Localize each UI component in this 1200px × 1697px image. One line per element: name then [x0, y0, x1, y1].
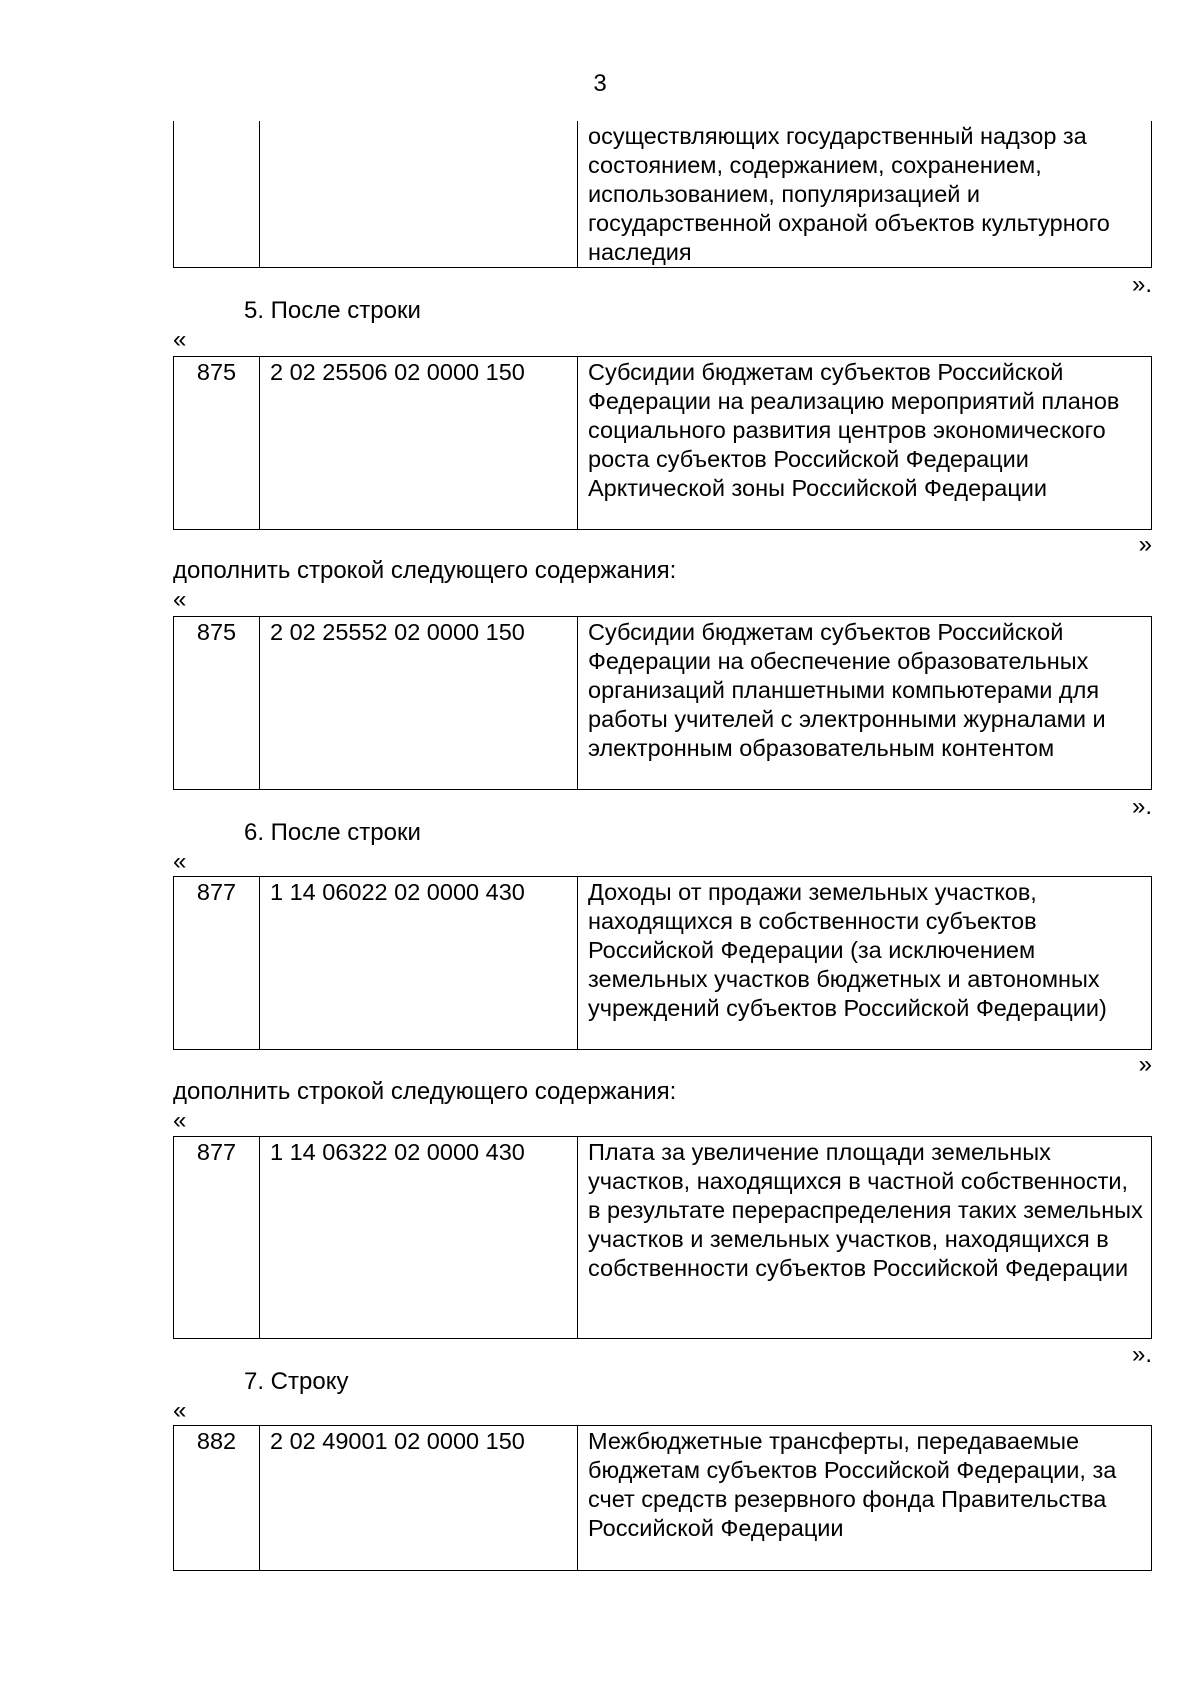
existing-row-table [173, 356, 1152, 530]
opening-quote: « [173, 586, 187, 613]
row-description: Субсидии бюджетам субъектов Российской Федерации на реализацию мероприятий планов социального развития центров экономического роста субъектов Российской Федерации Арктической зоны Российской Федерации [578, 357, 1152, 530]
add-row-instruction: дополнить строкой следующего содержания: [173, 557, 677, 584]
table-row [174, 877, 1152, 1050]
item-heading: 6. После строки [244, 819, 421, 846]
row-number: 875 [174, 357, 260, 530]
opening-quote: « [173, 1107, 187, 1134]
row-number [174, 121, 260, 268]
row-code: 2 02 25506 02 0000 150 [260, 357, 578, 530]
new-row-table [173, 616, 1152, 790]
existing-row-table [173, 1425, 1152, 1571]
opening-quote: « [173, 326, 187, 353]
row-number: 877 [174, 877, 260, 1050]
row-number: 882 [174, 1426, 260, 1571]
row-code: 2 02 49001 02 0000 150 [260, 1426, 578, 1571]
row-code: 1 14 06322 02 0000 430 [260, 1137, 578, 1339]
add-row-instruction: дополнить строкой следующего содержания: [173, 1078, 677, 1105]
item-heading: 7. Строку [244, 1368, 349, 1395]
table-row [174, 121, 1152, 268]
row-description: Межбюджетные трансферты, передаваемые бюджетам субъектов Российской Федерации, за счет средств резервного фонда Правительства Российской Федерации [578, 1426, 1152, 1571]
row-description: осуществляющих государственный надзор за состоянием, содержанием, сохранением, использованием, популяризацией и государственной охраной объектов культурного наследия [578, 121, 1152, 268]
table-row [174, 1137, 1152, 1339]
row-code [260, 121, 578, 268]
new-row-table [173, 1136, 1152, 1339]
opening-quote: « [173, 848, 187, 875]
row-code: 2 02 25552 02 0000 150 [260, 617, 578, 790]
row-code: 1 14 06022 02 0000 430 [260, 877, 578, 1050]
closing-quote: ». [1131, 271, 1152, 298]
row-description: Доходы от продажи земельных участков, находящихся в собственности субъектов Российской Федерации (за исключением земельных участков бюджетных и автономных учреждений субъектов Российской Федерации) [578, 877, 1152, 1050]
table-row [174, 1426, 1152, 1571]
continued-table [173, 121, 1152, 268]
closing-quote: ». [1131, 1341, 1152, 1368]
closing-quote: ». [1131, 793, 1152, 820]
closing-quote: » [1138, 531, 1152, 558]
row-number: 877 [174, 1137, 260, 1339]
existing-row-table [173, 876, 1152, 1050]
row-number: 875 [174, 617, 260, 790]
table-row [174, 617, 1152, 790]
table-row [174, 357, 1152, 530]
opening-quote: « [173, 1397, 187, 1424]
page-number: 3 [593, 70, 607, 97]
item-heading: 5. После строки [244, 297, 421, 324]
closing-quote: » [1138, 1051, 1152, 1078]
row-description: Плата за увеличение площади земельных участков, находящихся в частной собственности, в результате перераспределения таких земельных участков и земельных участков, находящихся в собственности субъектов Российской Федерации [578, 1137, 1152, 1339]
row-description: Субсидии бюджетам субъектов Российской Федерации на обеспечение образовательных организаций планшетными компьютерами для работы учителей с электронными журналами и электронным образовательным контентом [578, 617, 1152, 790]
